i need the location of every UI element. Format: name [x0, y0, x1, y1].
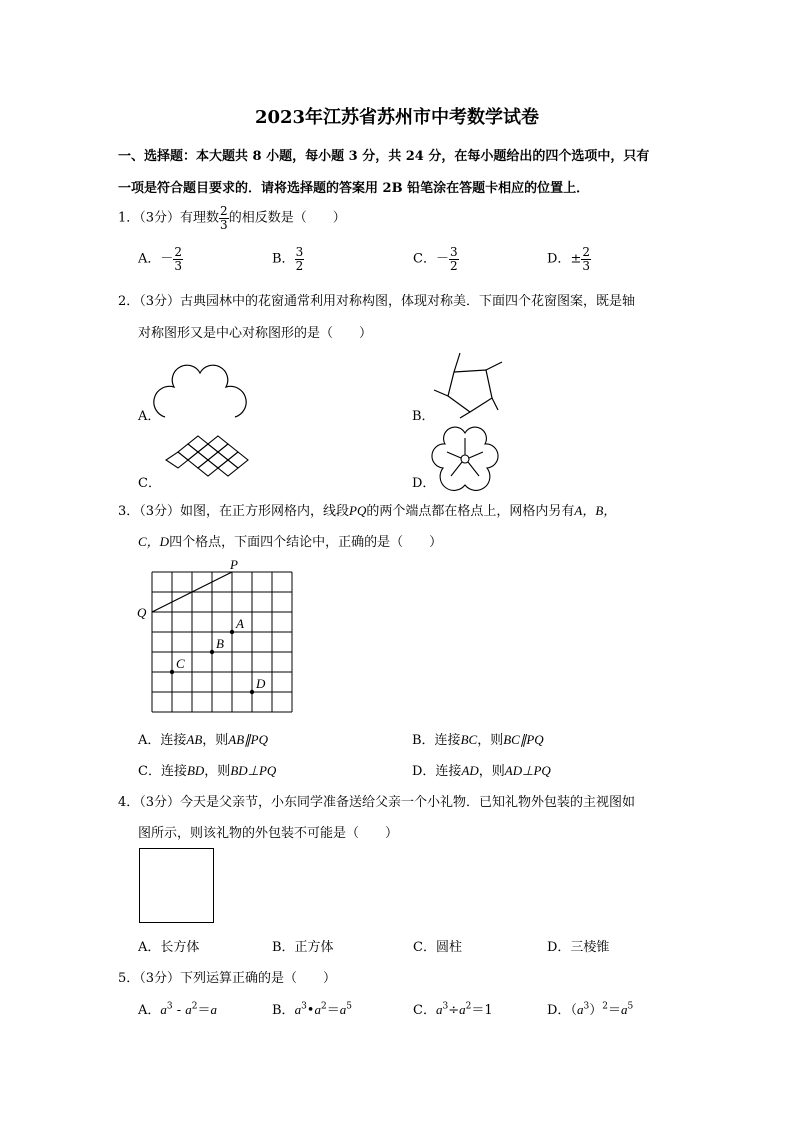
q1-frac-num: 2 [220, 204, 228, 218]
q4-option-c[interactable]: C．圆柱 [413, 940, 462, 955]
q3-text-a: 3．（3分）如图，在正方形网格内，线段 [118, 504, 350, 519]
q2-option-b-label[interactable]: B． [412, 409, 435, 424]
option-seg: BD [186, 763, 205, 778]
q5-option-d[interactable]: D．$(a^3)^2=a^5$ [547, 1001, 634, 1018]
q4-option-b[interactable]: B．正方体 [272, 940, 334, 955]
option-mid: ，则 [204, 764, 231, 779]
q3-option-c[interactable] [138, 760, 276, 779]
label-q: Q [137, 605, 147, 620]
label-d: D [256, 676, 266, 691]
label-b: B [216, 636, 224, 651]
option-label: D． [547, 251, 571, 267]
q2-option-d-label[interactable]: D． [412, 476, 436, 491]
question-2-stem-line1: 2．（3分）古典园林中的花窗通常利用对称构图，体现对称美．下面四个花窗图案，既是轴 [118, 294, 636, 309]
option-mid: ，则 [478, 764, 505, 779]
option-seg: BC [460, 732, 478, 747]
frac-den: 3 [582, 258, 590, 273]
point-d [250, 690, 254, 694]
option-fraction [295, 246, 305, 272]
point-b [210, 650, 214, 654]
question-4-stem-line2: 图所示，则该礼物的外包装不可能是（ ） [138, 826, 399, 841]
option-fraction [581, 246, 591, 272]
label-a: A [236, 616, 244, 631]
option-label: D． [547, 1003, 571, 1018]
q2-option-c-label[interactable]: C． [138, 476, 161, 491]
option-label: D．连接 [412, 764, 462, 779]
q2-option-a-label[interactable]: A． [138, 409, 161, 424]
option-label: B． [272, 1003, 295, 1018]
option-sign: － [160, 251, 174, 267]
q1-stem-before: 1．（3分）有理数 [118, 210, 220, 226]
section-instructions-line1: 一、选择题：本大题共 8 小题，每小题 3 分，共 24 分，在每小题给出的四个选项中，只有 [118, 149, 650, 164]
q2-figure-c-lattice [160, 432, 270, 482]
q3-points-ab: A，B， [574, 503, 617, 518]
option-seg: AD [461, 763, 479, 778]
frac-num: 3 [295, 245, 304, 259]
q4-front-view-square [139, 848, 214, 923]
frac-num: 2 [582, 245, 590, 259]
q4-option-d[interactable]: D．三棱锥 [547, 940, 610, 955]
q5-option-b[interactable]: B．$a^3•a^2=a^5$ [272, 1001, 352, 1018]
q1-frac-den: 3 [220, 217, 228, 232]
option-label: B． [272, 251, 295, 267]
q5-option-a[interactable]: A．$a^3 - a^2=a$ [138, 1001, 218, 1018]
q1-fraction [219, 205, 229, 231]
frac-den: 3 [174, 258, 183, 273]
frac-den: 2 [449, 258, 458, 273]
question-2-stem-line2: 对称图形又是中心对称图形的是（ ） [138, 326, 373, 341]
option-rel: BC∥PQ [503, 732, 544, 747]
frac-den: 2 [295, 258, 304, 273]
option-fraction [449, 246, 459, 272]
option-rel: BD⊥PQ [230, 763, 277, 778]
option-sign: － [435, 251, 449, 267]
q1-option-d[interactable] [547, 246, 591, 272]
option-mid: ，则 [202, 733, 229, 748]
frac-num: 3 [449, 245, 458, 259]
question-3-stem-line1 [118, 500, 616, 519]
q3-text-c: 四个格点，下面四个结论中，正确的是（ ） [169, 535, 443, 550]
point-c [170, 670, 174, 674]
q2-figure-a-cloud [160, 365, 240, 420]
option-mid: ，则 [477, 733, 504, 748]
option-label: A．连接 [138, 733, 187, 748]
q3-option-a[interactable] [138, 729, 268, 748]
question-3-stem-line2 [138, 531, 442, 550]
q5-option-c[interactable]: C．$a^3\div a^2=1$ [413, 1001, 493, 1018]
q3-text-b: 的两个端点都在格点上，网格内另有 [366, 504, 575, 519]
question-4-stem-line1: 4．（3分）今天是父亲节，小东同学准备送给父亲一个小礼物．已知礼物外包装的主视图如 [118, 795, 636, 810]
point-a [230, 630, 234, 634]
frac-num: 2 [174, 245, 183, 259]
q2-figure-d-flower [435, 430, 495, 490]
label-c: C [176, 656, 185, 671]
q3-pq: PQ [349, 503, 367, 518]
option-label: A． [138, 1003, 161, 1018]
option-rel: AD⊥PQ [504, 763, 551, 778]
label-p: P [230, 557, 238, 572]
page-title: 2023年江苏省苏州市中考数学试卷 [254, 107, 540, 128]
q1-option-c[interactable] [413, 246, 459, 272]
q1-stem-after: 的相反数是（ ） [228, 210, 346, 226]
q3-option-b[interactable] [412, 729, 544, 748]
option-rel: AB∥PQ [228, 732, 269, 747]
q2-figure-b-pentagon [432, 350, 507, 420]
q3-grid-figure [135, 556, 300, 718]
q1-option-a[interactable] [138, 246, 183, 272]
option-label: B．连接 [412, 733, 461, 748]
option-label: C． [413, 251, 436, 267]
option-sign: ± [570, 251, 582, 267]
option-label: A． [138, 251, 161, 267]
question-1-stem [118, 205, 346, 231]
q3-option-d[interactable] [412, 760, 551, 779]
option-label: C． [413, 1003, 436, 1018]
question-5-stem: 5．（3分）下列运算正确的是（ ） [118, 971, 337, 986]
option-fraction [173, 246, 183, 272]
option-seg: AB [186, 732, 203, 747]
section-instructions-line2: 一项是符合题目要求的．请将选择题的答案用 2B 铅笔涂在答题卡相应的位置上． [118, 181, 590, 196]
q3-points-cd: C，D [138, 534, 170, 549]
q4-option-a[interactable]: A．长方体 [138, 940, 200, 955]
q1-option-b[interactable] [272, 246, 304, 272]
option-label: C．连接 [138, 764, 187, 779]
